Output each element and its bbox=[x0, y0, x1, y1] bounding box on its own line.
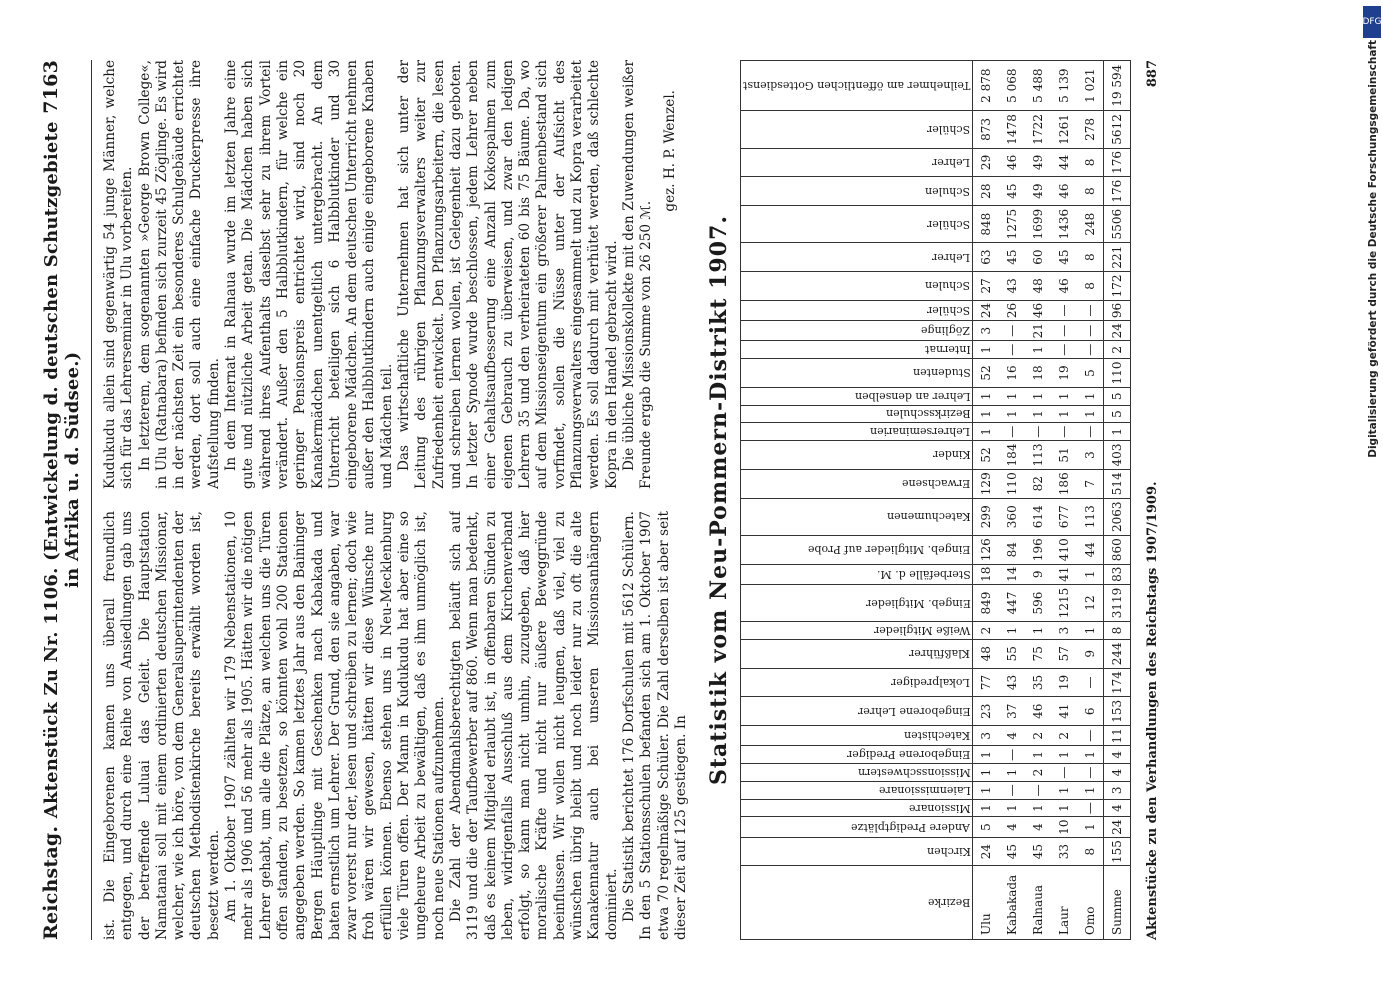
table-cell: 2 878 bbox=[973, 61, 1000, 111]
table-cell: 52 bbox=[973, 441, 1000, 470]
table-cell: 1 bbox=[1077, 405, 1104, 423]
table-cell: 51 bbox=[1051, 441, 1077, 470]
statistics-table bbox=[740, 60, 1131, 940]
district-name: Ulu bbox=[973, 866, 1000, 940]
table-cell: 848 bbox=[973, 206, 1000, 243]
table-cell: 1 bbox=[973, 405, 1000, 423]
table-cell: 1 bbox=[1051, 746, 1077, 764]
table-cell: 1275 bbox=[999, 206, 1025, 243]
column-header: Missionare bbox=[741, 799, 973, 817]
table-cell: 360 bbox=[999, 498, 1025, 535]
table-cell: 60 bbox=[1025, 243, 1051, 272]
table-cell: 172 bbox=[1104, 272, 1131, 301]
table-cell: 14 bbox=[999, 564, 1025, 584]
table-row bbox=[1051, 61, 1077, 940]
table-cell: 19 bbox=[1051, 668, 1077, 697]
table-cell: — bbox=[1077, 341, 1104, 359]
table-cell: 2 bbox=[1051, 726, 1077, 746]
table-cell: 1722 bbox=[1025, 111, 1051, 148]
table-cell: 1 bbox=[1104, 423, 1131, 441]
table-cell: 46 bbox=[1051, 177, 1077, 206]
table-cell: 3 bbox=[1104, 781, 1131, 799]
table-cell: 1 bbox=[999, 799, 1025, 817]
digitization-note: Digitalisierung gefördert durch die Deutsche Forschungsgemeinschaft bbox=[1367, 40, 1379, 458]
table-cell: 21 bbox=[1025, 321, 1051, 341]
table-cell: 1 bbox=[973, 387, 1000, 405]
table-cell: 29 bbox=[973, 148, 1000, 177]
column-header: Eingeborene Prediger bbox=[741, 746, 973, 764]
table-cell: 176 bbox=[1104, 177, 1131, 206]
table-cell: 447 bbox=[999, 584, 1025, 621]
table-cell: 6 bbox=[1077, 697, 1104, 726]
paragraph: Kudukudu allein sind gegenwärtig 54 junge Männer, welche sich für das Lehrerseminar in Ulu vorbereiten. bbox=[102, 60, 136, 489]
table-cell: 83 bbox=[1104, 564, 1131, 584]
table-cell: 45 bbox=[999, 243, 1025, 272]
table-cell: 49 bbox=[1025, 148, 1051, 177]
table-cell: 1 bbox=[1051, 405, 1077, 423]
table-cell: 5 488 bbox=[1025, 61, 1051, 111]
table-cell: 3 bbox=[1051, 622, 1077, 640]
table-cell: 46 bbox=[1025, 697, 1051, 726]
table-cell: 5 068 bbox=[999, 61, 1025, 111]
table-cell: 596 bbox=[1025, 584, 1051, 621]
table-cell: 75 bbox=[1025, 639, 1051, 668]
column-header: Eingeb. Mitglieder auf Probe bbox=[741, 535, 973, 564]
table-cell: 2063 bbox=[1104, 498, 1131, 535]
district-name: Summe bbox=[1104, 866, 1131, 940]
footer-page: 887 bbox=[1145, 60, 1161, 88]
table-cell: 12 bbox=[1077, 584, 1104, 621]
table-cell: — bbox=[1051, 423, 1077, 441]
running-head bbox=[40, 60, 83, 940]
table-cell: 10 bbox=[1051, 817, 1077, 837]
table-cell: 19 bbox=[1051, 359, 1077, 388]
table-cell: 849 bbox=[973, 584, 1000, 621]
column-header: Lehrer bbox=[741, 243, 973, 272]
signature: gez. H. P. Wenzel. bbox=[661, 90, 678, 212]
table-cell: 4 bbox=[1104, 746, 1131, 764]
table-cell: 2 bbox=[1104, 341, 1131, 359]
table-cell: 1 bbox=[999, 387, 1025, 405]
table-cell: — bbox=[999, 321, 1025, 341]
header-title: Aktenstück Zu Nr. 1106. (Entwickelung d. deutschen Schutzgebiete in Afrika u. d. Südsee.) bbox=[41, 121, 83, 819]
table-cell: 55 bbox=[999, 639, 1025, 668]
table-cell: 1 bbox=[973, 799, 1000, 817]
table-cell: 1 bbox=[1025, 799, 1051, 817]
table-cell: 8 bbox=[1077, 148, 1104, 177]
paragraph: In letzterem, dem sogenannten »George Brown College«, in Ulu (Ratnabara) befinden sich zurzeit 45 Zöglinge. Es wird in der nächsten Zeit ein besonderes Schulgebäude errichtet werden, dort soll auch eine einfache Druckerpresse ihre Aufstellung finden. bbox=[136, 60, 222, 489]
column-header: Weiße Mitglieder bbox=[741, 622, 973, 640]
table-cell: 155 bbox=[1104, 837, 1131, 866]
table-cell: 2 bbox=[1025, 764, 1051, 782]
table-cell: 1 bbox=[1051, 781, 1077, 799]
column-header: Katechumenen bbox=[741, 498, 973, 535]
district-name: Laur bbox=[1051, 866, 1077, 940]
table-cell: 1 bbox=[1077, 746, 1104, 764]
header-left: Reichstag. bbox=[40, 825, 62, 940]
table-cell: 24 bbox=[973, 300, 1000, 320]
table-cell: 9 bbox=[1077, 639, 1104, 668]
district-name: Omo bbox=[1077, 866, 1104, 940]
table-cell: 45 bbox=[1051, 243, 1077, 272]
table-cell: 43 bbox=[999, 668, 1025, 697]
table-cell: — bbox=[1025, 423, 1051, 441]
table-cell: 44 bbox=[1077, 535, 1104, 564]
table-cell: 4 bbox=[1104, 764, 1131, 782]
table-cell: 403 bbox=[1104, 441, 1131, 470]
table-cell: 5 bbox=[973, 817, 1000, 837]
table-cell: 8 bbox=[1104, 622, 1131, 640]
table-cell: 24 bbox=[1104, 817, 1131, 837]
table-cell: 1 bbox=[973, 781, 1000, 799]
column-header: Kirchen bbox=[741, 837, 973, 866]
table-cell: 186 bbox=[1051, 469, 1077, 498]
table-cell: 45 bbox=[1025, 837, 1051, 866]
table-cell: 5 bbox=[1104, 405, 1131, 423]
table-cell: 410 bbox=[1051, 535, 1077, 564]
table-cell: 3 bbox=[973, 321, 1000, 341]
district-name: Kabakada bbox=[999, 866, 1025, 940]
table-cell: — bbox=[1077, 423, 1104, 441]
table-cell: 1 bbox=[1051, 387, 1077, 405]
table-cell: 46 bbox=[1025, 300, 1051, 320]
table-cell: 1 bbox=[1077, 387, 1104, 405]
column-header: Eingeb. Mitglieder bbox=[741, 584, 973, 621]
table-cell: 24 bbox=[1104, 321, 1131, 341]
table-cell: 24 bbox=[973, 837, 1000, 866]
table-cell: 677 bbox=[1051, 498, 1077, 535]
table-cell: — bbox=[1077, 726, 1104, 746]
table-cell: 174 bbox=[1104, 668, 1131, 697]
table-cell: 1 bbox=[1077, 622, 1104, 640]
table-cell: — bbox=[1051, 764, 1077, 782]
table-cell: 43 bbox=[999, 272, 1025, 301]
column-header: Lehrer an denselben bbox=[741, 387, 973, 405]
table-cell: 1 bbox=[1025, 746, 1051, 764]
table-cell: 5612 bbox=[1104, 111, 1131, 148]
table-cell: 299 bbox=[973, 498, 1000, 535]
table-cell: 514 bbox=[1104, 469, 1131, 498]
table-cell: 1 bbox=[1025, 405, 1051, 423]
table-cell: — bbox=[999, 423, 1025, 441]
table-cell: — bbox=[1051, 341, 1077, 359]
table-cell: 23 bbox=[973, 697, 1000, 726]
column-header: Andere Predigtplätze bbox=[741, 817, 973, 837]
table-cell: 4 bbox=[1104, 799, 1131, 817]
right-column bbox=[102, 60, 692, 489]
table-cell: 35 bbox=[1025, 668, 1051, 697]
table-header-row bbox=[741, 61, 973, 940]
table-cell: 176 bbox=[1104, 148, 1131, 177]
table-cell: 33 bbox=[1051, 837, 1077, 866]
table-cell: 41 bbox=[1051, 564, 1077, 584]
column-header: Zöglinge bbox=[741, 321, 973, 341]
paragraph: Die Statistik berichtet 176 Dorfschulen mit 5612 Schülern. In den 5 Stationsschulen befanden sich am 1. Oktober 1907 etwa 70 regelmäßige Schüler. Die Zahl derselben ist aber seit dieser Zeit auf 125 gestiegen. In bbox=[620, 511, 689, 940]
table-cell: 41 bbox=[1051, 697, 1077, 726]
table-cell: 196 bbox=[1025, 535, 1051, 564]
table-row bbox=[973, 61, 1000, 940]
table-cell: 221 bbox=[1104, 243, 1131, 272]
column-header: Erwachsene bbox=[741, 469, 973, 498]
table-cell: — bbox=[1025, 781, 1051, 799]
table-cell: 1 bbox=[999, 764, 1025, 782]
table-cell: 5506 bbox=[1104, 206, 1131, 243]
table-cell: 113 bbox=[1025, 441, 1051, 470]
column-header: Bezirksschulen bbox=[741, 405, 973, 423]
paragraph: Das wirtschaftliche Unternehmen hat sich unter der Leitung des rührigen Pflanzungsverwalters weiter zur Zufriedenheit entwickelt. Den Pflanzungsarbeitern, die lesen und schreiben lernen wollen, ist Gelegenheit dazu geboten. In letzter Synode wurde beschlossen, jedem Lehrer neben einer Gehaltsaufbesserung eine Anzahl Kokospalmen zum eigenen Gebrauch zu überweisen, und zwar den ledigen Lehrern 35 und den verheirateten 60 bis 75 Bäume. Da, wo auf dem Missionseigentum ein größerer Palmenbestand sich vorfindet, sollen die Nüsse unter der Aufsicht des Pflanzungsverwalters eingesammelt und zu Kopra verarbeitet werden. Es soll dadurch mit verhütet werden, daß schlechte Kopra in den Handel gebracht wird. bbox=[396, 60, 620, 489]
table-cell: — bbox=[999, 781, 1025, 799]
table-title: Statistik vom Neu-Pommern-Distrikt 1907. bbox=[706, 214, 732, 786]
paragraph: Die Zahl der Abendmahlsberechtigten beläuft sich auf 3119 und die der Taufbewerber auf 860. Wenn man bedenkt, daß es keinem Mitglied erlaubt ist, in offenbaren Sünden zu leben, widrigenfalls Ausschluß aus dem Kirchenverband erfolgt, so kann man nicht umhin, zuzugeben, daß hier moralische Kräfte und nicht nur äußere Beweggründe beeinflussen. Wir wollen nicht leugnen, daß viel, viel zu wünschen übrig bleibt und noch leider nur zu oft die alte Kanakennatur auch bei unseren Missionsanhängern dominiert. bbox=[447, 511, 620, 940]
table-cell: 1 bbox=[1051, 799, 1077, 817]
table-cell: — bbox=[1051, 300, 1077, 320]
table-cell: 113 bbox=[1077, 498, 1104, 535]
column-header: Lehrerseminarien bbox=[741, 423, 973, 441]
column-header: Klaßführer bbox=[741, 639, 973, 668]
table-cell: 49 bbox=[1025, 177, 1051, 206]
table-cell: 244 bbox=[1104, 639, 1131, 668]
table-cell: — bbox=[1077, 321, 1104, 341]
table-cell: 129 bbox=[973, 469, 1000, 498]
table-cell: 8 bbox=[1077, 177, 1104, 206]
table-cell: 57 bbox=[1051, 639, 1077, 668]
table-cell: 84 bbox=[999, 535, 1025, 564]
column-header: Teilnehmer am öffentlichen Gottesdienst bbox=[741, 61, 973, 111]
table-cell: 1 bbox=[973, 423, 1000, 441]
table-cell: 1436 bbox=[1051, 206, 1077, 243]
table-cell: 63 bbox=[973, 243, 1000, 272]
column-header: Lehrer bbox=[741, 148, 973, 177]
table-cell: — bbox=[1077, 764, 1104, 782]
table-cell: 8 bbox=[1077, 837, 1104, 866]
table-cell: 1 bbox=[973, 764, 1000, 782]
table-cell: 1261 bbox=[1051, 111, 1077, 148]
table-row bbox=[1025, 61, 1051, 940]
table-cell: 5 139 bbox=[1051, 61, 1077, 111]
table-row bbox=[999, 61, 1025, 940]
table-cell: — bbox=[1051, 321, 1077, 341]
table-body bbox=[973, 61, 1131, 940]
table-cell: 2 bbox=[1025, 726, 1051, 746]
table-cell: 2 bbox=[973, 622, 1000, 640]
table-cell: 27 bbox=[973, 272, 1000, 301]
paragraph: ist. Die Eingeborenen kamen uns überall freundlich entgegen, und durch eine Reihe von Ansiedlungen gab uns der betreffende Luluai das Geleit. Die Hauptstation Namatanai soll mit einem ordinierten deutschen Missionar, welcher, wie ich höre, von dem Generalsuperintendenten der deutschen Methodistenkirche bereits erwählt worden ist, besetzt werden. bbox=[102, 511, 222, 940]
table-cell: 1478 bbox=[999, 111, 1025, 148]
column-header: Schüler bbox=[741, 300, 973, 320]
table-cell: 48 bbox=[1025, 272, 1051, 301]
table-cell: 1 bbox=[999, 622, 1025, 640]
paragraph: Die übliche Missionskollekte mit den Zuwendungen weißer Freunde ergab die Summe von 26 250 ℳ. bbox=[620, 60, 655, 489]
column-header: Eingeborene Lehrer bbox=[741, 697, 973, 726]
table-cell: 1 bbox=[973, 341, 1000, 359]
table-cell: 16 bbox=[999, 359, 1025, 388]
table-row bbox=[1077, 61, 1104, 940]
table-cell: 1 bbox=[1025, 387, 1051, 405]
header-rule bbox=[91, 60, 92, 940]
left-column bbox=[102, 511, 692, 940]
table-cell: 45 bbox=[999, 837, 1025, 866]
table-cell: 18 bbox=[973, 564, 1000, 584]
district-header: Bezirke bbox=[741, 866, 973, 940]
table-cell: — bbox=[1077, 668, 1104, 697]
table-cell: 153 bbox=[1104, 697, 1131, 726]
page-footer bbox=[1145, 60, 1160, 940]
column-header: Schulen bbox=[741, 177, 973, 206]
table-cell: 1215 bbox=[1051, 584, 1077, 621]
table-cell: 1 bbox=[1077, 781, 1104, 799]
table-cell: 8 bbox=[1077, 243, 1104, 272]
table-cell: 1 bbox=[1077, 564, 1104, 584]
table-cell: 19 594 bbox=[1104, 61, 1131, 111]
table-cell: 44 bbox=[1051, 148, 1077, 177]
table-cell: 3 bbox=[973, 726, 1000, 746]
column-header: Lokalprediger bbox=[741, 668, 973, 697]
table-cell: 1699 bbox=[1025, 206, 1051, 243]
table-cell: 5 bbox=[1077, 359, 1104, 388]
table-cell: 1 021 bbox=[1077, 61, 1104, 111]
table-cell: 4 bbox=[999, 726, 1025, 746]
column-header: Studenten bbox=[741, 359, 973, 388]
table-cell: 82 bbox=[1025, 469, 1051, 498]
column-header: Missionsschwestern bbox=[741, 764, 973, 782]
column-header: Schulen bbox=[741, 272, 973, 301]
table-cell: 26 bbox=[999, 300, 1025, 320]
table-cell: 4 bbox=[999, 817, 1025, 837]
table-cell: 248 bbox=[1077, 206, 1104, 243]
table-cell: 278 bbox=[1077, 111, 1104, 148]
table-cell: 1 bbox=[1025, 622, 1051, 640]
table-cell: 46 bbox=[999, 148, 1025, 177]
table-cell: 77 bbox=[973, 668, 1000, 697]
table-cell: 1 bbox=[973, 746, 1000, 764]
table-cell: 110 bbox=[999, 469, 1025, 498]
paragraph: Am 1. Oktober 1907 zählten wir 179 Nebenstationen, 10 mehr als 1906 und 56 mehr als 1905. Hätten wir die nötigen Lehrer gehabt, um alle die Plätze, an welchen uns die Türen offen standen, zu besetzen, so könnten wohl 200 Stationen angegeben werden. So kamen letztes Jahr aus den Baininger Bergen Häuptlinge mit Geschenken nach Kabakada und baten ernstlich um Lehrer. Der Grund, den sie angaben, war zwar vorerst nur der, lesen und schreiben zu lernen; doch wie froh wären wir gewesen, hätten wir diese Wünsche nur erfüllen können. Ebenso stehen uns in Neu-Mecklenburg viele Türen offen. Der Mann in Kudukudu hat aber eine so ungeheure Arbeit zu bewältigen, daß es ihm unmöglich ist, noch neue Stationen aufzunehmen. bbox=[223, 511, 447, 940]
dfg-logo: DFG bbox=[1363, 6, 1381, 38]
table-cell: 48 bbox=[973, 639, 1000, 668]
text-columns bbox=[102, 60, 692, 940]
table-cell: 11 bbox=[1104, 726, 1131, 746]
sum-row bbox=[1104, 61, 1131, 940]
table-cell: 614 bbox=[1025, 498, 1051, 535]
table-cell: 184 bbox=[999, 441, 1025, 470]
footer-left: Aktenstücke zu den Verhandlungen des Reichstags 1907/1909. bbox=[1145, 481, 1161, 940]
column-header: Katechisten bbox=[741, 726, 973, 746]
table-cell: 5 bbox=[1104, 387, 1131, 405]
column-header: Schüler bbox=[741, 206, 973, 243]
column-header: Schüler bbox=[741, 111, 973, 148]
table-cell: 860 bbox=[1104, 535, 1131, 564]
district-name: Ralnaua bbox=[1025, 866, 1051, 940]
table-cell: 37 bbox=[999, 697, 1025, 726]
table-cell: 7 bbox=[1077, 469, 1104, 498]
table-cell: — bbox=[999, 341, 1025, 359]
page-number: 7163 bbox=[40, 60, 62, 114]
table-cell: 873 bbox=[973, 111, 1000, 148]
column-header: Sterbefälle d. M. bbox=[741, 564, 973, 584]
table-cell: 3119 bbox=[1104, 584, 1131, 621]
table-cell: 45 bbox=[999, 177, 1025, 206]
table-cell: 28 bbox=[973, 177, 1000, 206]
table-cell: 126 bbox=[973, 535, 1000, 564]
table-cell: — bbox=[999, 746, 1025, 764]
table-cell: 3 bbox=[1077, 441, 1104, 470]
column-header: Internat bbox=[741, 341, 973, 359]
column-header: Kinder bbox=[741, 441, 973, 470]
paragraph: In dem Internat in Ralnaua wurde im letzten Jahre eine gute und nützliche Arbeit getan. Die Mädchen haben sich während ihres Aufenthalts daselbst sehr zu ihrem Vorteil verändert. Außer den 5 Halbblutkindern, für welche ein geringer Pensionspreis entrichtet wird, sind noch 20 Kanakermädchen unentgeltlich untergebracht. An dem Unterricht beteiligen sich 6 Halbblutkinder und 30 eingeborene Mädchen. An dem deutschen Unterricht nehmen außer den Halbblutkindern auch einige eingeborene Knaben und Mädchen teil. bbox=[223, 60, 395, 489]
table-cell: 18 bbox=[1025, 359, 1051, 388]
table-cell: 96 bbox=[1104, 300, 1131, 320]
table-cell: — bbox=[1077, 799, 1104, 817]
table-cell: 8 bbox=[1077, 272, 1104, 301]
table-cell: — bbox=[1077, 300, 1104, 320]
table-cell: 1 bbox=[999, 405, 1025, 423]
table-cell: 1 bbox=[1077, 817, 1104, 837]
table-cell: 46 bbox=[1051, 272, 1077, 301]
table-cell: 9 bbox=[1025, 564, 1051, 584]
table-cell: 52 bbox=[973, 359, 1000, 388]
table-cell: 110 bbox=[1104, 359, 1131, 388]
column-header: Laienmissionare bbox=[741, 781, 973, 799]
table-cell: 1 bbox=[1025, 341, 1051, 359]
digitization-strip bbox=[1361, 0, 1383, 1000]
table-cell: 4 bbox=[1025, 817, 1051, 837]
